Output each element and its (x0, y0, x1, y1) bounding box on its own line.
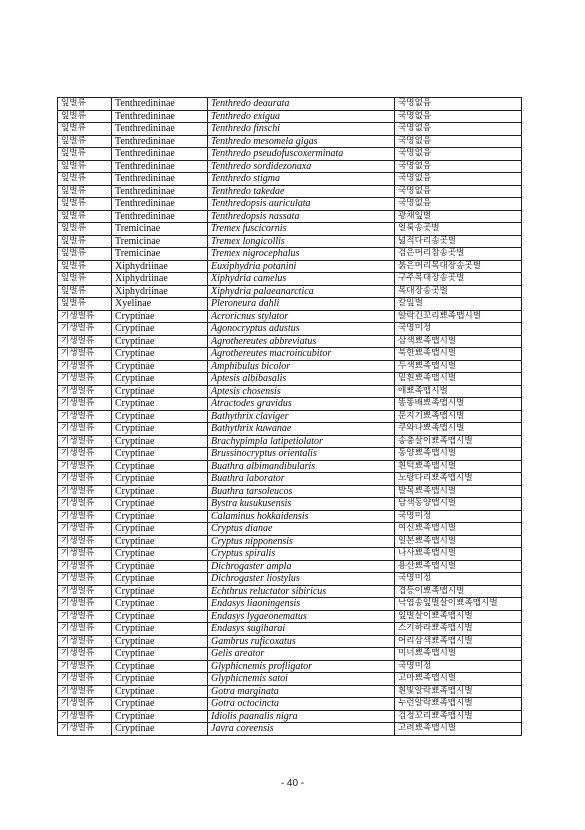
table-row (58, 598, 522, 611)
group-cell: 잎벌류 (58, 148, 112, 161)
korean-name-cell: 국명없음 (395, 123, 522, 136)
scientific-name-cell: Gotra marginata (208, 685, 395, 698)
scientific-name-cell: Tenthredo exigua (208, 110, 395, 123)
korean-name-cell: 똥똥배뾰족맵시벌 (395, 398, 522, 411)
group-cell: 잎벌류 (58, 123, 112, 136)
group-cell: 기생벌류 (58, 385, 112, 398)
scientific-name-cell: Xiphydria camelus (208, 273, 395, 286)
korean-name-cell: 붉은머리목대장송곳벌 (395, 260, 522, 273)
table-row (58, 523, 522, 536)
subfamily-cell: Cryptinae (112, 523, 208, 536)
group-cell: 잎벌류 (58, 298, 112, 311)
group-cell: 기생벌류 (58, 660, 112, 673)
species-table-body (58, 98, 522, 736)
group-cell: 기생벌류 (58, 448, 112, 461)
scientific-name-cell: Glyphicnemis profligator (208, 660, 395, 673)
table-row (58, 585, 522, 598)
korean-name-cell: 국명없음 (395, 185, 522, 198)
table-row (58, 123, 522, 136)
group-cell: 기생벌류 (58, 473, 112, 486)
subfamily-cell: Tremicinae (112, 248, 208, 261)
table-row (58, 498, 522, 511)
subfamily-cell: Cryptinae (112, 723, 208, 736)
subfamily-cell: Cryptinae (112, 710, 208, 723)
group-cell: 기생벌류 (58, 335, 112, 348)
table-row (58, 310, 522, 323)
group-cell: 기생벌류 (58, 610, 112, 623)
korean-name-cell: 구주목대장송곳벌 (395, 273, 522, 286)
subfamily-cell: Cryptinae (112, 498, 208, 511)
scientific-name-cell: Endasys lygaeonematus (208, 610, 395, 623)
group-cell: 잎벌류 (58, 173, 112, 186)
subfamily-cell: Cryptinae (112, 423, 208, 436)
table-row (58, 210, 522, 223)
korean-name-cell: 두색뾰족맵시벌 (395, 360, 522, 373)
korean-name-cell: 용산뾰족맵시벌 (395, 560, 522, 573)
korean-name-cell: 여신뾰족맵시벌 (395, 523, 522, 536)
korean-name-cell: 국명없음 (395, 135, 522, 148)
subfamily-cell: Cryptinae (112, 573, 208, 586)
scientific-name-cell: Tenthredo stigma (208, 173, 395, 186)
subfamily-cell: Cryptinae (112, 660, 208, 673)
table-row (58, 573, 522, 586)
scientific-name-cell: Tenthredo sordidezonaxa (208, 160, 395, 173)
scientific-name-cell: Bystra kusukusensis (208, 498, 395, 511)
korean-name-cell: 잎벌살이뾰족맵시벌 (395, 610, 522, 623)
table-row (58, 160, 522, 173)
table-row (58, 360, 522, 373)
scientific-name-cell: Cryptus dianae (208, 523, 395, 536)
scientific-name-cell: Acroricnus stylator (208, 310, 395, 323)
scientific-name-cell: Bathythrix claviger (208, 410, 395, 423)
table-row (58, 135, 522, 148)
subfamily-cell: Cryptinae (112, 635, 208, 648)
subfamily-cell: Cryptinae (112, 348, 208, 361)
group-cell: 기생벌류 (58, 710, 112, 723)
subfamily-cell: Cryptinae (112, 473, 208, 486)
group-cell: 잎벌류 (58, 248, 112, 261)
group-cell: 기생벌류 (58, 548, 112, 561)
scientific-name-cell: Buathra laborator (208, 473, 395, 486)
group-cell: 잎벌류 (58, 273, 112, 286)
korean-name-cell: 동양뾰족맵시벌 (395, 448, 522, 461)
group-cell: 기생벌류 (58, 673, 112, 686)
korean-name-cell: 애뾰족맵시벌 (395, 385, 522, 398)
korean-name-cell: 나사뾰족맵시벌 (395, 548, 522, 561)
scientific-name-cell: Dichrogaster liostylus (208, 573, 395, 586)
subfamily-cell: Tenthredininae (112, 173, 208, 186)
korean-name-cell: 담색동양맵시벌 (395, 498, 522, 511)
group-cell: 잎벌류 (58, 110, 112, 123)
korean-name-cell: 국명미정 (395, 660, 522, 673)
group-cell: 기생벌류 (58, 348, 112, 361)
korean-name-cell: 국명미정 (395, 573, 522, 586)
group-cell: 잎벌류 (58, 223, 112, 236)
korean-name-cell: 광채잎벌 (395, 210, 522, 223)
scientific-name-cell: Gotra octocincta (208, 698, 395, 711)
korean-name-cell: 흰빛알락뾰족맵시벌 (395, 685, 522, 698)
group-cell: 기생벌류 (58, 535, 112, 548)
subfamily-cell: Cryptinae (112, 335, 208, 348)
subfamily-cell: Cryptinae (112, 385, 208, 398)
korean-name-cell: 국명없음 (395, 160, 522, 173)
subfamily-cell: Tenthredininae (112, 185, 208, 198)
table-row (58, 723, 522, 736)
subfamily-cell: Cryptinae (112, 548, 208, 561)
korean-name-cell: 국명없음 (395, 198, 522, 211)
korean-name-cell: 목대장송곳벌 (395, 285, 522, 298)
korean-name-cell: 낙엽송잎벌살이뾰족맵시벌 (395, 598, 522, 611)
subfamily-cell: Xiphydriinae (112, 273, 208, 286)
table-row (58, 385, 522, 398)
table-row (58, 398, 522, 411)
subfamily-cell: Tenthredininae (112, 210, 208, 223)
subfamily-cell: Cryptinae (112, 685, 208, 698)
subfamily-cell: Cryptinae (112, 598, 208, 611)
scientific-name-cell: Pleroneura dahli (208, 298, 395, 311)
subfamily-cell: Cryptinae (112, 435, 208, 448)
korean-name-cell: 누런알락뾰족맵시벌 (395, 698, 522, 711)
subfamily-cell: Cryptinae (112, 310, 208, 323)
subfamily-cell: Tenthredininae (112, 98, 208, 111)
group-cell: 기생벌류 (58, 698, 112, 711)
scientific-name-cell: Gambrus ruficoxatus (208, 635, 395, 648)
scientific-name-cell: Tenthredo deaurata (208, 98, 395, 111)
group-cell: 기생벌류 (58, 510, 112, 523)
subfamily-cell: Cryptinae (112, 535, 208, 548)
subfamily-cell: Cryptinae (112, 560, 208, 573)
group-cell: 잎벌류 (58, 235, 112, 248)
korean-name-cell: 검정꼬리뾰족맵시벌 (395, 710, 522, 723)
korean-name-cell: 국명없음 (395, 98, 522, 111)
subfamily-cell: Cryptinae (112, 698, 208, 711)
table-row (58, 473, 522, 486)
korean-name-cell: 겹등이뾰족맵시벌 (395, 585, 522, 598)
group-cell: 기생벌류 (58, 598, 112, 611)
table-row (58, 348, 522, 361)
scientific-name-cell: Tenthredo takedae (208, 185, 395, 198)
subfamily-cell: Tenthredininae (112, 135, 208, 148)
korean-name-cell: 검은머리참송곳벌 (395, 248, 522, 261)
scientific-name-cell: Atractodes gravidus (208, 398, 395, 411)
table-row (58, 685, 522, 698)
group-cell: 기생벌류 (58, 560, 112, 573)
scientific-name-cell: Endasys liaoningensis (208, 598, 395, 611)
table-row (58, 185, 522, 198)
scientific-name-cell: Tenthredo pseudofuscoxerminata (208, 148, 395, 161)
group-cell: 기생벌류 (58, 373, 112, 386)
scientific-name-cell: Brussinocryptus orientalis (208, 448, 395, 461)
table-row (58, 198, 522, 211)
table-row (58, 610, 522, 623)
scientific-name-cell: Glyphicnemis satoi (208, 673, 395, 686)
table-row (58, 485, 522, 498)
scientific-name-cell: Agonocryptus adustus (208, 323, 395, 336)
korean-name-cell: 국명없음 (395, 148, 522, 161)
group-cell: 기생벌류 (58, 573, 112, 586)
table-row (58, 173, 522, 186)
table-row (58, 535, 522, 548)
scientific-name-cell: Gelis areator (208, 648, 395, 661)
korean-name-cell: 어리삼색뾰족맵시벌 (395, 635, 522, 648)
scientific-name-cell: Xiphydria palaeanarctica (208, 285, 395, 298)
korean-name-cell: 송충살이뾰족맵시벌 (395, 435, 522, 448)
group-cell: 잎벌류 (58, 198, 112, 211)
group-cell: 기생벌류 (58, 723, 112, 736)
table-row (58, 248, 522, 261)
scientific-name-cell: Tremex fuscicornis (208, 223, 395, 236)
subfamily-cell: Tenthredininae (112, 160, 208, 173)
table-row (58, 98, 522, 111)
korean-name-cell: 밑흰뾰족맵시벌 (395, 373, 522, 386)
scientific-name-cell: Brachypimpla latipetiolator (208, 435, 395, 448)
table-row (58, 335, 522, 348)
group-cell: 기생벌류 (58, 623, 112, 636)
table-row (58, 448, 522, 461)
table-row (58, 273, 522, 286)
korean-name-cell: 고마뾰족맵시벌 (395, 673, 522, 686)
scientific-name-cell: Idiolis paanalis nigra (208, 710, 395, 723)
group-cell: 기생벌류 (58, 310, 112, 323)
subfamily-cell: Tenthredininae (112, 198, 208, 211)
subfamily-cell: Tremicinae (112, 223, 208, 236)
subfamily-cell: Cryptinae (112, 673, 208, 686)
scientific-name-cell: Tenthredo mesomela gigas (208, 135, 395, 148)
korean-name-cell: 삼색뾰족맵시벌 (395, 335, 522, 348)
korean-name-cell: 흰턱뾰족맵시벌 (395, 460, 522, 473)
subfamily-cell: Xiphydriinae (112, 285, 208, 298)
korean-name-cell: 발목뾰족맵시벌 (395, 485, 522, 498)
subfamily-cell: Cryptinae (112, 623, 208, 636)
subfamily-cell: Cryptinae (112, 448, 208, 461)
table-row (58, 110, 522, 123)
table-row (58, 673, 522, 686)
table-row (58, 460, 522, 473)
group-cell: 잎벌류 (58, 135, 112, 148)
scientific-name-cell: Agrothereutes macroincubitor (208, 348, 395, 361)
scientific-name-cell: Tenthredopsis nassata (208, 210, 395, 223)
table-row (58, 560, 522, 573)
page-number: - 40 - (280, 778, 305, 789)
subfamily-cell: Tremicinae (112, 235, 208, 248)
scientific-name-cell: Tenthredopsis auriculata (208, 198, 395, 211)
subfamily-cell: Xiphydriinae (112, 260, 208, 273)
scientific-name-cell: Amphibulus bicolor (208, 360, 395, 373)
group-cell: 기생벌류 (58, 685, 112, 698)
scientific-name-cell: Tenthredo finschi (208, 123, 395, 136)
table-row (58, 323, 522, 336)
group-cell: 기생벌류 (58, 498, 112, 511)
subfamily-cell: Tenthredininae (112, 123, 208, 136)
korean-name-cell: 고려뾰족맵시벌 (395, 723, 522, 736)
scientific-name-cell: Dichrogaster ampla (208, 560, 395, 573)
korean-name-cell: 국명없음 (395, 173, 522, 186)
table-row (58, 660, 522, 673)
group-cell: 기생벌류 (58, 435, 112, 448)
scientific-name-cell: Endasys sugiharai (208, 623, 395, 636)
korean-name-cell: 국명미정 (395, 323, 522, 336)
korean-name-cell: 문지기뾰족맵시벌 (395, 410, 522, 423)
subfamily-cell: Cryptinae (112, 610, 208, 623)
scientific-name-cell: Euxiphydria potanini (208, 260, 395, 273)
scientific-name-cell: Calaminus hokkaidensis (208, 510, 395, 523)
korean-name-cell: 노랑다리뾰족맵시벌 (395, 473, 522, 486)
korean-name-cell: 국명미정 (395, 510, 522, 523)
subfamily-cell: Cryptinae (112, 585, 208, 598)
subfamily-cell: Cryptinae (112, 373, 208, 386)
group-cell: 잎벌류 (58, 98, 112, 111)
group-cell: 기생벌류 (58, 398, 112, 411)
subfamily-cell: Xyelinae (112, 298, 208, 311)
table-row (58, 423, 522, 436)
table-row (58, 648, 522, 661)
subfamily-cell: Tenthredininae (112, 110, 208, 123)
korean-name-cell: 북한뾰족맵시벌 (395, 348, 522, 361)
scientific-name-cell: Javra coreensis (208, 723, 395, 736)
scientific-name-cell: Tremex nigrocephalus (208, 248, 395, 261)
subfamily-cell: Cryptinae (112, 485, 208, 498)
korean-name-cell: 미너뾰족맵시벌 (395, 648, 522, 661)
korean-name-cell: 쿠와나뾰족맵시벌 (395, 423, 522, 436)
scientific-name-cell: Tremex longicollis (208, 235, 395, 248)
scientific-name-cell: Cryptus spiralis (208, 548, 395, 561)
table-row (58, 698, 522, 711)
group-cell: 잎벌류 (58, 210, 112, 223)
scientific-name-cell: Agrothereutes abbreviatus (208, 335, 395, 348)
table-row (58, 623, 522, 636)
korean-name-cell: 얼룩송곳벌 (395, 223, 522, 236)
korean-name-cell: 국명없음 (395, 110, 522, 123)
species-table (57, 97, 522, 736)
group-cell: 기생벌류 (58, 635, 112, 648)
group-cell: 기생벌류 (58, 523, 112, 536)
scientific-name-cell: Echthrus reluctator sibiricus (208, 585, 395, 598)
table-row (58, 410, 522, 423)
korean-name-cell: 스기하라뾰족맵시벌 (395, 623, 522, 636)
korean-name-cell: 칼잎벌 (395, 298, 522, 311)
table-row (58, 298, 522, 311)
subfamily-cell: Cryptinae (112, 323, 208, 336)
group-cell: 잎벌류 (58, 160, 112, 173)
table-row (58, 710, 522, 723)
subfamily-cell: Cryptinae (112, 510, 208, 523)
korean-name-cell: 알락긴꼬리뾰족맵시벌 (395, 310, 522, 323)
table-row (58, 373, 522, 386)
table-row (58, 435, 522, 448)
scientific-name-cell: Buathra tarsoleucos (208, 485, 395, 498)
group-cell: 기생벌류 (58, 585, 112, 598)
table-row (58, 285, 522, 298)
group-cell: 기생벌류 (58, 648, 112, 661)
subfamily-cell: Tenthredininae (112, 148, 208, 161)
subfamily-cell: Cryptinae (112, 648, 208, 661)
table-row (58, 260, 522, 273)
group-cell: 기생벌류 (58, 460, 112, 473)
group-cell: 기생벌류 (58, 360, 112, 373)
subfamily-cell: Cryptinae (112, 360, 208, 373)
group-cell: 기생벌류 (58, 423, 112, 436)
group-cell: 잎벌류 (58, 260, 112, 273)
group-cell: 기생벌류 (58, 323, 112, 336)
table-row (58, 235, 522, 248)
table-row (58, 223, 522, 236)
korean-name-cell: 일본뾰족맵시벌 (395, 535, 522, 548)
scientific-name-cell: Buathra albimandibularis (208, 460, 395, 473)
table-row (58, 548, 522, 561)
table-row (58, 635, 522, 648)
scientific-name-cell: Aptesis chosensis (208, 385, 395, 398)
scientific-name-cell: Cryptus nipponensis (208, 535, 395, 548)
group-cell: 기생벌류 (58, 410, 112, 423)
table-row (58, 510, 522, 523)
subfamily-cell: Cryptinae (112, 398, 208, 411)
scientific-name-cell: Aptesis albibasalis (208, 373, 395, 386)
group-cell: 기생벌류 (58, 485, 112, 498)
korean-name-cell: 넓적다리송곳벌 (395, 235, 522, 248)
table-row (58, 148, 522, 161)
group-cell: 잎벌류 (58, 185, 112, 198)
group-cell: 잎벌류 (58, 285, 112, 298)
subfamily-cell: Cryptinae (112, 410, 208, 423)
scientific-name-cell: Bathythrix kuwanae (208, 423, 395, 436)
subfamily-cell: Cryptinae (112, 460, 208, 473)
